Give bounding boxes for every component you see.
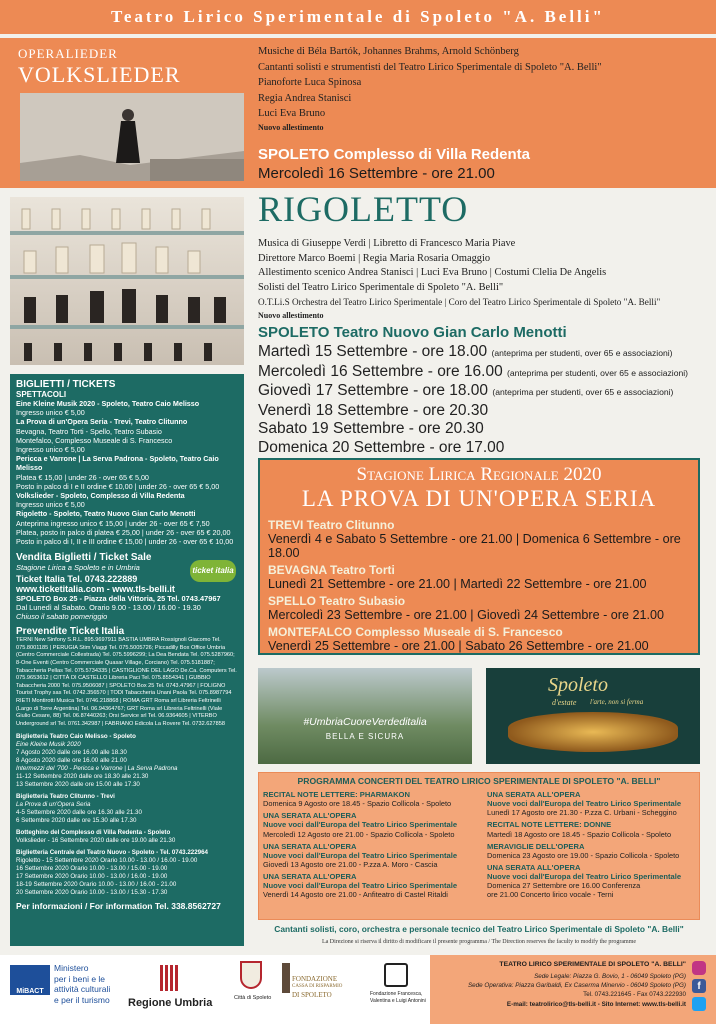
tower-icon [282, 963, 290, 993]
prova-title: LA PROVA DI UN'OPERA SERIA [301, 486, 657, 511]
rigoletto-date: Sabato 19 Settembre - ore 20.30 [258, 420, 484, 437]
tickets-panel: BIGLIETTI / TICKETS SPETTACOLI Eine Kleine Musik 2020 - Spoleto, Teatro Caio Melisso Ingresso unico € 5,00 La Prova di un'Opera Seria - Trevi, Teatro Clitunno Bevagna, Teatro Torti - Spello, Teatro Subasio Montefalco, Complesso Museale di S. Francesco Ingresso unico € 5,00 Pericca e Varrone | La Serva Padrona - Spoleto, Teatro Caio Melisso Platea € 15,00 | under 26 - over 65 € 5,00 Posto in palco di I e II ordine € 10,00 | under 26 - over 65 € 5,00 Volkslieder - Spoleto, Complesso di Villa Redenta Ingresso unico € 5,00 Rigoletto - Spoleto, Teatro Nuovo Gian Carlo Menotti Anteprima ingresso unico € 15,00 | under 26 - over 65 € 7,50 Platea, posto in palco di platea € 25,00 | under 26 - over 65 € 20,00 Posto in palco di I, II e III ordine € 15,00 | under 26 - over 65 € 10,00 Vendita Biglietti / Ticket Sale Stagione Lirica a Spoleto e in Umbria ticket italia Ticket Italia Tel. 0743.222889 www.ticketitalia.com - www.tls-belli.it SPOLETO Box 25 - Piazza della Vittoria, 25 Tel. 0743.47967 Dal Lunedì al Sabato. Orario 9.00 - 13.00 / 16.00 - 19.30 Chiuso il sabato pomeriggio Prevendite Ticket Italia TERNI New Sinfony S.R.L. 895.9697911 BASTIA UMBRA Rossignoli Giacomo Tel. 075.8001185 | PERUGIA Stim Viaggi Tel. 075.5005726; Piccadilly Box Office Umbria (Centro Commerciale Collestrada) Tel. 075.5996299; La Dea Bendata Tel. 075.5287960; 8-One Eventi (Centro Commerciale Quasar Village, Corciano) Tel. 075.5181887; Tabaccheria Pellas Tel. 075.5734335 | CASTIGLIONE DEL LAGO De.Ca. Computers Tel. 075.9653612 | CITTÀ DI CASTELLO Libreria Paci Tel. 075.8554341 | GUBBIO Tabaccheria 2000 Tel. 075.9506087 | SPOLETO Box 25 Tel. 0743.47967 | FOLIGNO Tourist Trophy sas Tel. 0742.356570 | TODI Tabaccheria Unani Paola Tel. 075.8987794 RIETI Montirotti Musica Tel. 0746.218868 | ROMA GRT Roma srl Libreria Feltrinelli (Largo di Torre Argentina) Tel. 06.94364767; GRT Roma srl Libreria Feltrinelli (Viale Giulio Cesare, 88) Tel. 06.87440263; Orsi Service srl Tel. 06.9364605 | VITERBO Underground srl Tel. 0761.342987 | FABRIANO Edicola La Rovere Tel. 0732.627858 Biglietteria Teatro Caio Melisso - Spoleto Eine Kleine Musik 2020 7 Agosto 2020 dalle ore 16.00 alle 18.30 8 Agosto 2020 dalle ore 16.00 alle 21.00 Intermezzi del '700 - Pericca e Varrone | La Serva Padrona 11-12 Settembre 2020 dalle ore 18.30 alle 21.30 13 Settembre 2020 dalle ore 15.00 alle 17.30 Biglietteria Teatro Clitunno - Trevi La Prova di un'Opera Seria 4-5 Settembre 2020 dalle ore 16.30 alle 21.30 6 Settembre 2020 dalle ore 15.30 alle 17.30 Botteghino del Complesso di Villa Redenta - Spoleto Volkslieder - 16 Settembre 2020 dalle ore 19.00 alle 21.30 Biglietteria Centrale del Teatro Nuovo - Spoleto - Tel. 0743.222964 Rigoletto - 15 Settembre 2020 Orario 10.00 - 13.00 / 16.00 - 19.00 16 Settembre 2020 Orario 10.00 - 13.00 / 15.00 - 19.00 17 Settembre 2020 Orario 10.00 - 13.00 / 16.00 - 19.00 18-19 Settembre 2020 Orario 10.00 - 13.00 / 16.00 - 21.00 20 Settembre 2020 Orario 10.00 - 13.00 / 15.30 - 17.30 Per informazioni / For information Tel. 338.8562727 [10, 374, 244, 946]
contact-box [430, 955, 716, 1024]
sale-line: SPOLETO Box 25 - Piazza della Vittoria, 25 Tel. 0743.47967 [16, 594, 221, 604]
rigoletto-line: Musica di Giuseppe Verdi | Libretto di Francesco Maria Piave [258, 238, 516, 249]
prova-dates: Venerdì 4 e Sabato 5 Settembre - ore 21.00 | Domenica 6 Settembre - ore 18.00 [268, 532, 681, 560]
volkslieder-title: VOLKSLIEDER [18, 62, 181, 87]
rigoletto-line: Allestimento scenico Andrea Stanisci | Luci Eva Bruno | Costumi Clelia De Angelis [258, 267, 607, 279]
box-office-heading: Biglietteria Teatro Clitunno - Trevi [16, 793, 115, 801]
rigoletto-photo [10, 197, 244, 365]
chess-pieces-image [10, 197, 244, 365]
tickets-subheading: SPETTACOLI [16, 390, 67, 399]
box-office-heading: Botteghino del Complesso di Villa Redenta - Spoleto [16, 829, 171, 837]
concerts-heading: PROGRAMMA CONCERTI DEL TEATRO LIRICO SPERIMENTALE DI SPOLETO "A. BELLI" [297, 776, 661, 786]
ticket-italia-logo: ticket italia [190, 560, 236, 582]
rigoletto-date: Mercoledì 16 Settembre - ore 16.00 (anteprima per studenti, over 65 e associazioni) [258, 362, 689, 380]
sale-line: Dal Lunedì al Sabato. Orario 9.00 - 13.00 / 16.00 - 19.30 [16, 603, 201, 613]
sale-line: Ticket Italia Tel. 0743.222889 [16, 574, 138, 585]
tickets-prices: Eine Kleine Musik 2020 - Spoleto, Teatro Caio Melisso Ingresso unico € 5,00 La Prova di un'Opera Seria - Trevi, Teatro Clitunno Bevagna, Teatro Torti - Spello, Teatro Subasio Montefalco, Complesso Museale di S. Francesco Ingresso unico € 5,00 Pericca e Varrone | La Serva Padrona - Spoleto, Teatro Caio Melisso Platea € 15,00 | under 26 - over 65 € 5,00 Posto in palco di I e II ordine € 10,00 | under 26 - over 65 € 5,00 Volkslieder - Spoleto, Complesso di Villa Redenta Ingresso unico € 5,00 Rigoletto - Spoleto, Teatro Nuovo Gian Carlo Menotti Anteprima ingresso unico € 15,00 | under 26 - over 65 € 7,50 Platea, posto in palco di platea € 25,00 | under 26 - over 65 € 20,00 Posto in palco di I, II e III ordine € 15,00 | under 26 - over 65 € 10,00 [16, 399, 234, 547]
spoleto-logo-sub: l'arte, non si ferma [590, 698, 644, 706]
contact-line: E-mail: teatrolirico@tls-belli.it - Sito Internet: www.tls-belli.it [506, 1000, 686, 1008]
rigoletto-venue: SPOLETO Teatro Nuovo Gian Carlo Menotti [258, 324, 567, 341]
info-phone: Per informazioni / For information Tel. 338.8562727 [16, 901, 221, 912]
rigoletto-line: Solisti del Teatro Lirico Sperimentale di Spoleto "A. Belli" [258, 281, 504, 293]
umbria-tagline: BELLA E SICURA [325, 732, 405, 741]
rigoletto-date: Martedì 15 Settembre - ore 18.00 (anteprima per studenti, over 65 e associazioni) [258, 343, 673, 360]
prova-season: Stagione Lirica Regionale 2020 [356, 464, 602, 485]
prova-venue: BEVAGNA Teatro Torti [268, 563, 395, 577]
volkslieder-line: Musiche di Béla Bartók, Johannes Brahms, Arnold Schönberg [258, 46, 519, 57]
header-title: Teatro Lirico Sperimentale di Spoleto "A. Belli" [0, 0, 716, 34]
presale-list: TERNI New Sinfony S.R.L. 895.9697911 BASTIA UMBRA Rossignoli Giacomo Tel. 075.8001185 | PERUGIA Stim Viaggi Tel. 075.5005726; Piccadilly Box Office Umbria (Centro Commerciale Collestrada) Tel. 075.5996299; La Dea Bendata Tel. 075.5287960; 8-One Eventi (Centro Commerciale Quasar Village, Corciano) Tel. 075.5181887; Tabaccheria Pellas Tel. 075.5734335 | CASTIGLIONE DEL LAGO De.Ca. Computers Tel. 075.9653612 | CITTÀ DI CASTELLO Libreria Paci Tel. 075.8554341 | GUBBIO Tabaccheria 2000 Tel. 075.9506087 | SPOLETO Box 25 Tel. 0743.47967 | FOLIGNO Tourist Trophy sas Tel. 0742.356570 | TODI Tabaccheria Unani Paola Tel. 075.8987794 RIETI Montirotti Musica Tel. 0746.218868 | ROMA GRT Roma srl Libreria Feltrinelli (Largo di Torre Argentina) Tel. 06.94364767; GRT Roma srl Libreria Feltrinelli (Viale Giulio Cesare, 88) Tel. 06.87440263; Orsi Service srl Tel. 06.9364605 | VITERBO Underground srl Tel. 0761.342987 | FABRIANO Edicola La Rovere Tel. 0732.627858 [16, 637, 237, 727]
volkslieder-line: Cantanti solisti e strumentisti del Teatro Lirico Sperimentale di Spoleto "A. Belli" [258, 61, 602, 73]
rigoletto-date: Venerdì 18 Settembre - ore 20.30 [258, 401, 489, 419]
volkslieder-photo [20, 93, 244, 181]
mibact-logo: MiBACT [10, 965, 50, 995]
fondazione-antonini-logo [384, 963, 408, 987]
sale-subheading: Stagione Lirica a Spoleto e in Umbria [16, 563, 140, 573]
umbria-banner [258, 668, 472, 764]
volkslieder-date: Mercoledì 16 Settembre - ore 21.00 [258, 165, 495, 182]
concert-entry: UNA SERATA ALL'OPERA Nuove voci dall'Europa del Teatro Lirico Sperimentale Giovedì 13 Agosto ore 21.00 - P.zza A. Moro - Cascia [263, 841, 458, 870]
volkslieder-line: Regia Andrea Stanisci [258, 92, 352, 104]
ministry-text: Ministero per i beni e le attività culturali e per il turismo [54, 963, 111, 1005]
umbria-hashtag: #UmbriaCuoreVerdeditalia [303, 716, 427, 728]
box-office-heading: Biglietteria Teatro Caio Melisso - Spoleto [16, 733, 136, 741]
volkslieder-line: Nuovo allestimento [258, 122, 324, 132]
concert-entry: RECITAL NOTE LETTERE: PHARMAKON Domenica 9 Agosto ore 18.45 - Spazio Collicola - Spoleto [263, 790, 452, 809]
prova-venue: MONTEFALCO Complesso Museale di S. Francesco [268, 625, 563, 639]
spoleto-banner [486, 668, 700, 764]
concert-entry: UNA SERATA ALL'OPERA Nuove voci dall'Europa del Teatro Lirico Sperimentale Venerdì 14 Agosto ore 21.00 - Anfiteatro di Castel Ritaldi [263, 872, 458, 900]
box-office-heading: Biglietteria Centrale del Teatro Nuovo - Spoleto - Tel. 0743.222964 [16, 849, 208, 857]
instagram-icon[interactable] [692, 961, 706, 975]
spoleto-banner-image [508, 712, 678, 752]
rigoletto-title: RIGOLETTO [258, 189, 469, 229]
spoleto-logo: Spoleto [548, 674, 608, 696]
rigoletto-line: Nuovo allestimento [258, 310, 324, 320]
singer-figure-image [20, 93, 244, 181]
fondazione-antonini: Fondazione Francesca, Valentina e Luigi Antonini [370, 991, 426, 1004]
sale-line: Chiuso il sabato pomeriggio [16, 612, 108, 622]
concert-entry: RECITAL NOTE LETTERE: DONNE Martedì 18 Agosto ore 18.45 - Spazio Collicola - Spoleto [487, 820, 672, 839]
contact-line: Tel. 0743.221645 - Fax 0743.222930 [583, 991, 686, 999]
facebook-icon[interactable]: f [692, 979, 706, 993]
contact-line: Sede Operativa: Piazza Garibaldi, Ex Caserma Minervio - 06049 Spoleto (PG) [467, 982, 686, 990]
sale-heading: Vendita Biglietti / Ticket Sale [16, 552, 152, 564]
concert-entry: UNA SERATA ALL'OPERA Nuove voci dall'Europa del Teatro Lirico Sperimentale Domenica 27 Settembre ore 16.00 Conferenza ore 21.00 Concerto lirico vocale - Terni [487, 862, 682, 900]
prova-dates: Mercoledì 23 Settembre - ore 21.00 | Giovedì 24 Settembre - ore 21.00 [268, 608, 664, 622]
twitter-icon[interactable] [692, 997, 706, 1011]
tickets-heading: BIGLIETTI / TICKETS [16, 379, 116, 390]
rigoletto-line: Direttore Marco Boemi | Regia Maria Rosaria Omaggio [258, 252, 491, 264]
prova-dates: Venerdì 25 Settembre - ore 21.00 | Sabato 26 Settembre - ore 21.00 [268, 639, 649, 653]
prova-venue: SPELLO Teatro Subasio [268, 594, 406, 608]
citta-di-spoleto: Città di Spoleto [234, 995, 272, 1001]
volkslieder-venue: SPOLETO Complesso di Villa Redenta [258, 146, 531, 163]
regione-umbria: Regione Umbria [128, 997, 213, 1009]
prova-venue: TREVI Teatro Clitunno [268, 518, 395, 532]
concerts-section [258, 772, 700, 920]
disclaimer: La Direzione si riserva il diritto di modificare il presente programma / The Direction reserves the faculty to modify the programme [321, 939, 637, 945]
sale-line: www.ticketitalia.com - www.tls-belli.it [16, 584, 175, 595]
fondazione-cassa: FONDAZIONE CASSA DI RISPARMIO DI SPOLETO [292, 975, 343, 999]
spoleto-logo-sub: d'estate [552, 698, 577, 707]
regione-logo-icon [160, 965, 180, 991]
spoleto-crest-icon [240, 961, 262, 989]
presale-heading: Prevendite Ticket Italia [16, 626, 125, 638]
volkslieder-line: Pianoforte Luca Spinosa [258, 77, 362, 88]
prova-section [258, 458, 700, 655]
concert-entry: MERAVIGLIE DELL'OPERA Domenica 23 Agosto ore 19.00 - Spazio Collicola - Spoleto [487, 841, 680, 860]
volkslieder-line: Luci Eva Bruno [258, 108, 326, 119]
prova-dates: Lunedì 21 Settembre - ore 21.00 | Martedì 22 Settembre - ore 21.00 [268, 577, 647, 591]
volkslieder-kicker: OPERALIEDER [18, 46, 118, 61]
concert-entry: UNA SERATA ALL'OPERA Nuove voci dall'Europa del Teatro Lirico Sperimentale Mercoledì 12 Agosto ore 21.00 - Spazio Collicola - Spoleto [263, 811, 458, 839]
rigoletto-date: Giovedì 17 Settembre - ore 18.00 (anteprima per studenti, over 65 e associazioni) [258, 382, 674, 399]
volkslieder-section [0, 38, 716, 188]
contact-title: TEATRO LIRICO SPERIMENTALE DI SPOLETO "A. BELLI" [499, 961, 686, 968]
concert-entry: UNA SERATA ALL'OPERA Nuove voci dall'Europa del Teatro Lirico Sperimentale Lunedì 17 Agosto ore 21.30 - P.zza C. Urbani - Scheggino [487, 790, 682, 818]
contact-line: Sede Legale: Piazza G. Bovio, 1 - 06049 Spoleto (PG) [534, 973, 686, 980]
rigoletto-date: Domenica 20 Settembre - ore 17.00 [258, 438, 505, 456]
credits-line: Cantanti solisti, coro, orchestra e personale tecnico del Teatro Lirico Sperimentale di Spoleto "A. Belli" [274, 924, 684, 934]
rigoletto-line: O.T.Li.S Orchestra del Teatro Lirico Sperimentale | Coro del Teatro Lirico Sperimentale di Spoleto "A. Belli" [258, 297, 661, 308]
